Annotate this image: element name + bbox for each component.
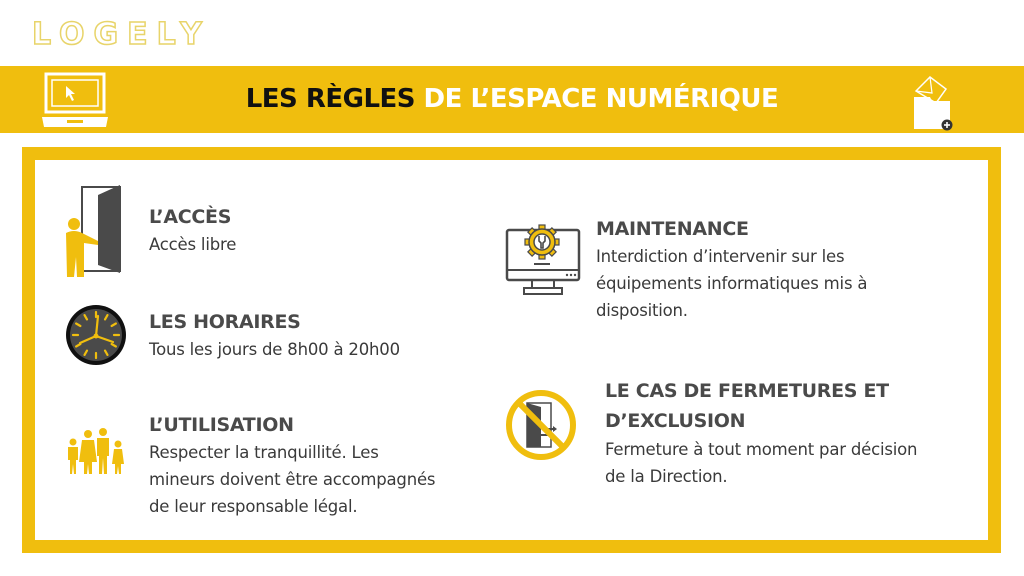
rule-fermetures bbox=[605, 376, 917, 490]
rule-acces-title: L’ACCÈS bbox=[149, 206, 232, 228]
page-title bbox=[0, 83, 1024, 115]
rule-utilisation-title: L’UTILISATION bbox=[149, 414, 294, 436]
rule-utilisation bbox=[149, 411, 435, 520]
rule-horaires bbox=[149, 308, 400, 363]
rule-fermetures-line-1: Fermeture à tout moment par décision bbox=[605, 440, 918, 459]
rule-horaires-text: Tous les jours de 8h00 à 20h00 bbox=[149, 340, 400, 359]
rule-acces-text: Accès libre bbox=[149, 235, 237, 254]
page-title-strong: LES RÈGLES bbox=[245, 84, 415, 114]
mail-folder-add-icon bbox=[908, 69, 958, 131]
rule-fermetures-title-line-2: D’EXCLUSION bbox=[605, 410, 746, 432]
no-entry-door-icon bbox=[505, 389, 577, 461]
rule-maintenance-line-3: disposition. bbox=[596, 301, 688, 320]
clock-icon bbox=[64, 303, 128, 367]
monitor-gear-icon bbox=[504, 222, 582, 298]
page-title-rest: DE L’ESPACE NUMÉRIQUE bbox=[415, 84, 779, 114]
rule-maintenance-line-2: équipements informatiques mis à bbox=[596, 274, 868, 293]
rule-maintenance-title: MAINTENANCE bbox=[596, 218, 749, 240]
person-door-icon bbox=[62, 183, 128, 278]
rule-horaires-title: LES HORAIRES bbox=[149, 311, 301, 333]
rule-acces bbox=[149, 203, 236, 258]
rule-utilisation-line-1: Respecter la tranquillité. Les bbox=[149, 443, 379, 462]
rule-maintenance bbox=[596, 215, 867, 324]
logo: LOGELY bbox=[32, 17, 211, 52]
title-banner bbox=[0, 66, 1024, 133]
rule-utilisation-line-2: mineurs doivent être accompagnés bbox=[149, 470, 436, 489]
family-icon bbox=[66, 428, 126, 476]
rule-maintenance-line-1: Interdiction d’intervenir sur les bbox=[596, 247, 845, 266]
rule-fermetures-title-line-1: LE CAS DE FERMETURES ET bbox=[605, 380, 889, 402]
rule-utilisation-line-3: de leur responsable légal. bbox=[149, 497, 358, 516]
rule-fermetures-line-2: de la Direction. bbox=[605, 467, 728, 486]
